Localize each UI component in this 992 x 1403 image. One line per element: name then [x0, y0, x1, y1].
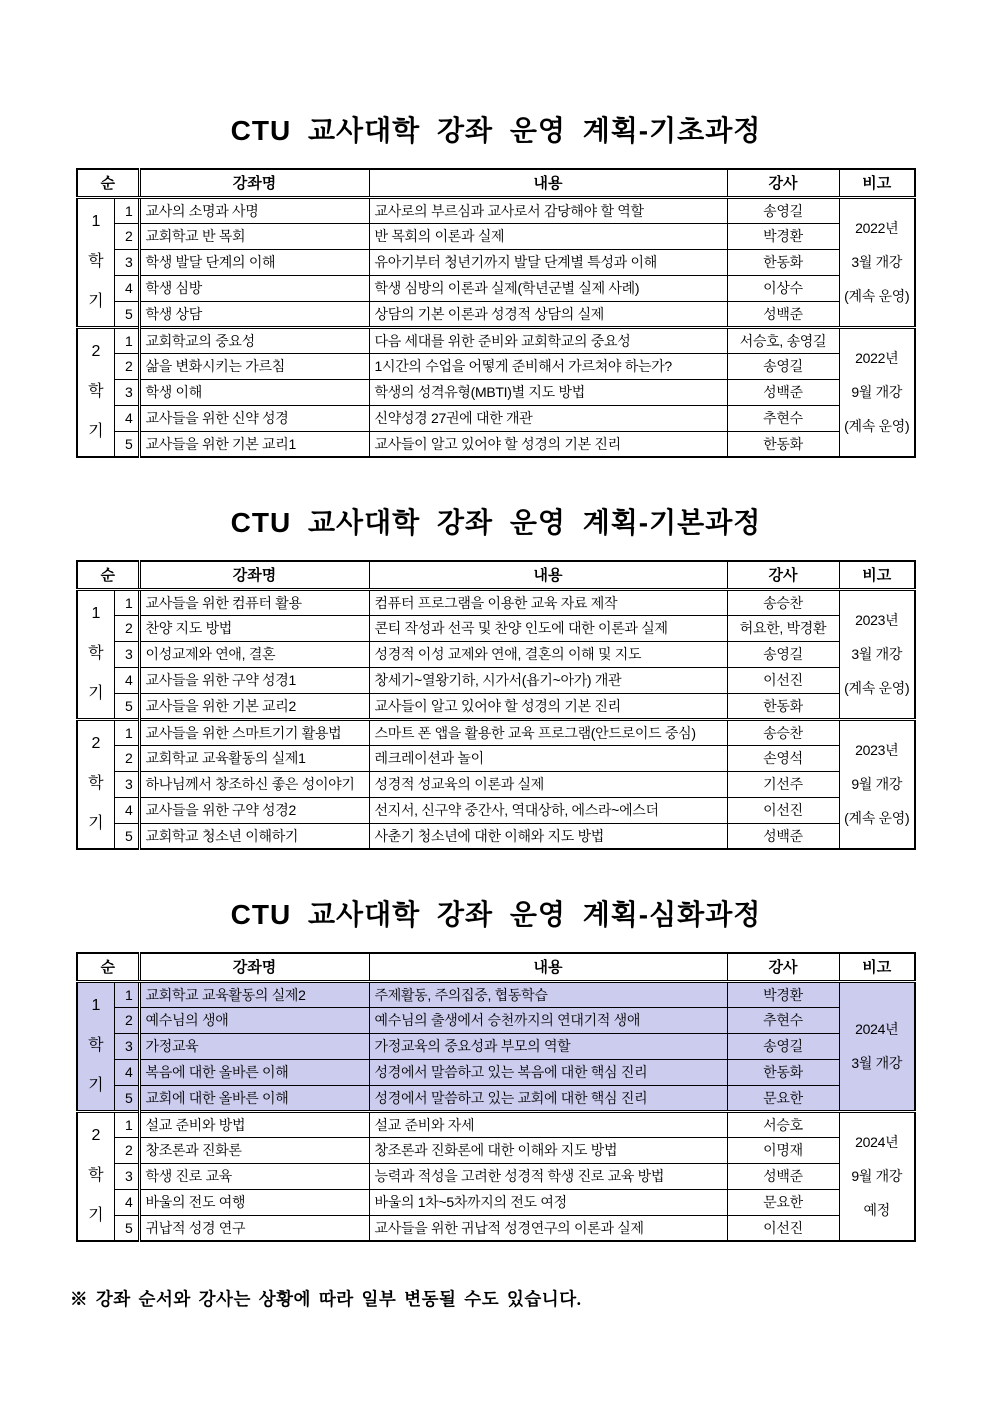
content-cell: 창조론과 진화론에 대한 이해와 지도 방법: [369, 1137, 727, 1163]
note-line: 9월 개강: [851, 776, 903, 793]
order-cell: 2: [114, 615, 139, 641]
instructor-cell: 한동화: [727, 431, 839, 457]
semester-1-note: [839, 197, 915, 327]
course-name-cell: 교사들을 위한 스마트기기 활용법: [139, 719, 369, 745]
instructor-cell: 송영길: [727, 197, 839, 223]
semester-label-char: 학: [88, 1167, 104, 1185]
semester-1-block: [77, 197, 915, 327]
semester-2-note: [839, 327, 915, 457]
header-row: [77, 561, 915, 589]
semester-label-char: 학: [88, 383, 104, 401]
semester-label-char: 기: [88, 815, 104, 833]
order-cell: 3: [114, 379, 139, 405]
note-line: 예정: [863, 1202, 890, 1219]
order-cell: 3: [114, 1163, 139, 1189]
semester-label-char: 1: [91, 213, 101, 230]
semester-label-char: 기: [88, 685, 104, 702]
course-name-cell: 교회에 대한 올바른 이해: [139, 1085, 369, 1111]
content-cell: 선지서, 신구약 중간사, 역대상하, 에스라~에스더: [369, 797, 727, 823]
semester-1-block: [77, 589, 915, 719]
semester-1-note: [839, 981, 915, 1111]
semester-label-char: 학: [88, 775, 104, 793]
course-name-cell: 교회학교 교육활동의 실제2: [139, 981, 369, 1007]
column-header-note: 비고: [839, 953, 915, 981]
semester-label-char: 기: [88, 1207, 104, 1225]
semester-label-char: 기: [88, 293, 104, 310]
course-row: [77, 1033, 915, 1059]
instructor-cell: 한동화: [727, 1059, 839, 1085]
column-header-note: 비고: [839, 561, 915, 589]
course-row: [77, 1189, 915, 1215]
content-cell: 다음 세대를 위한 준비와 교회학교의 중요성: [369, 327, 727, 353]
course-row: [77, 1215, 915, 1241]
instructor-cell: 기선주: [727, 771, 839, 797]
content-cell: 학생의 성격유형(MBTI)별 지도 방법: [369, 379, 727, 405]
instructor-cell: 이선진: [727, 797, 839, 823]
note-line: 2022년: [855, 220, 899, 236]
semester-label-char: 학: [88, 645, 104, 662]
course-row: [77, 275, 915, 301]
note-line: 2024년: [855, 1021, 899, 1037]
course-table-head: [77, 953, 915, 981]
course-name-cell: 학생 심방: [139, 275, 369, 301]
course-section-1: [0, 112, 992, 458]
order-cell: 3: [114, 641, 139, 667]
semester-2-block: [77, 719, 915, 849]
order-cell: 1: [114, 719, 139, 745]
content-cell: 학생 심방의 이론과 실제(학년군별 실제 사례): [369, 275, 727, 301]
column-header-course: 강좌명: [139, 953, 369, 981]
course-name-cell: 학생 이해: [139, 379, 369, 405]
content-cell: 상담의 기본 이론과 성경적 상담의 실제: [369, 301, 727, 327]
course-row: [77, 405, 915, 431]
content-cell: 스마트 폰 앱을 활용한 교육 프로그램(안드로이드 중심): [369, 719, 727, 745]
course-row: [77, 771, 915, 797]
content-cell: 교사들이 알고 있어야 할 성경의 기본 진리: [369, 431, 727, 457]
semester-1-label: [77, 981, 114, 1111]
order-cell: 5: [114, 301, 139, 327]
column-header-note: 비고: [839, 169, 915, 197]
note-line: 2024년: [855, 1134, 899, 1151]
order-cell: 4: [114, 1059, 139, 1085]
order-cell: 2: [114, 745, 139, 771]
header-row: [77, 169, 915, 197]
order-cell: 3: [114, 771, 139, 797]
course-row: [77, 1111, 915, 1137]
course-title-3: CTU 교사대학 강좌 운영 계획-심화과정: [230, 899, 762, 930]
semester-2-note: [839, 1111, 915, 1241]
instructor-cell: 이상수: [727, 275, 839, 301]
content-cell: 교사들을 위한 귀납적 성경연구의 이론과 실제: [369, 1215, 727, 1241]
column-header-order: 순: [77, 953, 139, 981]
content-cell: 창세기~열왕기하, 시가서(욥기~아가) 개관: [369, 667, 727, 693]
course-section-2: [0, 504, 992, 850]
course-name-cell: 하나님께서 창조하신 좋은 성이야기: [139, 771, 369, 797]
semester-label-char: 기: [88, 1077, 104, 1094]
course-row: [77, 353, 915, 379]
course-name-cell: 교회학교 반 목회: [139, 223, 369, 249]
course-row: [77, 327, 915, 353]
course-row: [77, 981, 915, 1007]
instructor-cell: 박경환: [727, 223, 839, 249]
course-tables-root: [0, 112, 992, 1242]
note-line: 2023년: [855, 612, 899, 628]
instructor-cell: 성백준: [727, 823, 839, 849]
note-line: 3월 개강: [851, 1055, 903, 1071]
content-cell: 성경적 이성 교제와 연애, 결혼의 이해 및 지도: [369, 641, 727, 667]
semester-1-note: [839, 589, 915, 719]
course-row: [77, 1137, 915, 1163]
note-line: (계속 운영): [844, 680, 910, 696]
content-cell: 콘티 작성과 선곡 및 찬양 인도에 대한 이론과 실제: [369, 615, 727, 641]
order-cell: 2: [114, 223, 139, 249]
instructor-cell: 성백준: [727, 1163, 839, 1189]
course-name-cell: 교회학교 교육활동의 실제1: [139, 745, 369, 771]
course-name-cell: 예수님의 생애: [139, 1007, 369, 1033]
course-name-cell: 삶을 변화시키는 가르침: [139, 353, 369, 379]
header-row: [77, 953, 915, 981]
course-name-cell: 학생 진로 교육: [139, 1163, 369, 1189]
course-row: [77, 641, 915, 667]
instructor-cell: 서승호, 송영길: [727, 327, 839, 353]
course-name-cell: 교사들을 위한 구약 성경1: [139, 667, 369, 693]
content-cell: 레크레이션과 놀이: [369, 745, 727, 771]
content-cell: 1시간의 수업을 어떻게 준비해서 가르쳐야 하는가?: [369, 353, 727, 379]
content-cell: 컴퓨터 프로그램을 이용한 교육 자료 제작: [369, 589, 727, 615]
content-cell: 설교 준비와 자세: [369, 1111, 727, 1137]
course-row: [77, 1163, 915, 1189]
column-header-course: 강좌명: [139, 561, 369, 589]
instructor-cell: 송승찬: [727, 589, 839, 615]
footnote: ※ 강좌 순서와 강사는 상황에 따라 일부 변동될 수도 있습니다.: [70, 1289, 582, 1309]
course-table-head: [77, 169, 915, 197]
order-cell: 5: [114, 1085, 139, 1111]
order-cell: 5: [114, 693, 139, 719]
semester-label-char: 2: [91, 1127, 101, 1145]
course-name-cell: 이성교제와 연애, 결혼: [139, 641, 369, 667]
order-cell: 4: [114, 1189, 139, 1215]
course-row: [77, 249, 915, 275]
instructor-cell: 허요한, 박경환: [727, 615, 839, 641]
course-name-cell: 교사들을 위한 기본 교리1: [139, 431, 369, 457]
course-row: [77, 379, 915, 405]
order-cell: 4: [114, 797, 139, 823]
course-name-cell: 교사들을 위한 신약 성경: [139, 405, 369, 431]
order-cell: 5: [114, 431, 139, 457]
order-cell: 3: [114, 1033, 139, 1059]
course-row: [77, 197, 915, 223]
course-row: [77, 301, 915, 327]
content-cell: 주제활동, 주의집중, 협동학습: [369, 981, 727, 1007]
order-cell: 3: [114, 249, 139, 275]
course-row: [77, 797, 915, 823]
content-cell: 성경적 성교육의 이론과 실제: [369, 771, 727, 797]
content-cell: 예수님의 출생에서 승천까지의 연대기적 생애: [369, 1007, 727, 1033]
column-header-instructor: 강사: [727, 169, 839, 197]
note-line: (계속 운영): [844, 418, 910, 435]
semester-2-note: [839, 719, 915, 849]
column-header-content: 내용: [369, 561, 727, 589]
course-name-cell: 창조론과 진화론: [139, 1137, 369, 1163]
course-name-cell: 찬양 지도 방법: [139, 615, 369, 641]
instructor-cell: 이선진: [727, 667, 839, 693]
order-cell: 2: [114, 1137, 139, 1163]
course-row: [77, 1085, 915, 1111]
order-cell: 4: [114, 275, 139, 301]
column-header-order: 순: [77, 169, 139, 197]
instructor-cell: 성백준: [727, 379, 839, 405]
course-table-1: [76, 168, 916, 458]
semester-1-label: [77, 589, 114, 719]
semester-2-label: [77, 1111, 114, 1241]
order-cell: 4: [114, 667, 139, 693]
column-header-content: 내용: [369, 169, 727, 197]
content-cell: 가정교육의 중요성과 부모의 역할: [369, 1033, 727, 1059]
course-table-2: [76, 560, 916, 850]
instructor-cell: 문요한: [727, 1085, 839, 1111]
course-name-cell: 바울의 전도 여행: [139, 1189, 369, 1215]
content-cell: 교사로의 부르심과 교사로서 감당해야 할 역할: [369, 197, 727, 223]
course-row: [77, 589, 915, 615]
course-name-cell: 교사들을 위한 컴퓨터 활용: [139, 589, 369, 615]
course-name-cell: 교회학교의 중요성: [139, 327, 369, 353]
semester-label-char: 기: [88, 423, 104, 441]
course-table-3: [76, 952, 916, 1242]
instructor-cell: 송영길: [727, 1033, 839, 1059]
order-cell: 1: [114, 1111, 139, 1137]
note-line: 9월 개강: [851, 1168, 903, 1185]
course-name-cell: 교사들을 위한 기본 교리2: [139, 693, 369, 719]
course-row: [77, 223, 915, 249]
instructor-cell: 손영석: [727, 745, 839, 771]
semester-label-char: 2: [91, 735, 101, 753]
semester-label-char: 학: [88, 253, 104, 270]
course-name-cell: 귀납적 성경 연구: [139, 1215, 369, 1241]
content-cell: 성경에서 말씀하고 있는 교회에 대한 핵심 진리: [369, 1085, 727, 1111]
instructor-cell: 성백준: [727, 301, 839, 327]
course-name-cell: 설교 준비와 방법: [139, 1111, 369, 1137]
content-cell: 바울의 1차~5차까지의 전도 여정: [369, 1189, 727, 1215]
course-row: [77, 1059, 915, 1085]
course-row: [77, 693, 915, 719]
course-name-cell: 가정교육: [139, 1033, 369, 1059]
content-cell: 신약성경 27권에 대한 개관: [369, 405, 727, 431]
semester-2-block: [77, 327, 915, 457]
note-line: 3월 개강: [851, 254, 903, 270]
content-cell: 유아기부터 청년기까지 발달 단계별 특성과 이해: [369, 249, 727, 275]
note-line: (계속 운영): [844, 288, 910, 304]
instructor-cell: 박경환: [727, 981, 839, 1007]
semester-label-char: 1: [91, 997, 101, 1014]
semester-1-label: [77, 197, 114, 327]
semester-label-char: 2: [91, 343, 101, 361]
column-header-order: 순: [77, 561, 139, 589]
semester-label-char: 학: [88, 1037, 104, 1054]
course-row: [77, 667, 915, 693]
semester-1-block: [77, 981, 915, 1111]
content-cell: 반 목회의 이론과 실제: [369, 223, 727, 249]
instructor-cell: 추현수: [727, 405, 839, 431]
course-name-cell: 교회학교 청소년 이해하기: [139, 823, 369, 849]
instructor-cell: 이선진: [727, 1215, 839, 1241]
instructor-cell: 이명재: [727, 1137, 839, 1163]
order-cell: 2: [114, 353, 139, 379]
column-header-instructor: 강사: [727, 561, 839, 589]
instructor-cell: 한동화: [727, 249, 839, 275]
course-name-cell: 학생 상담: [139, 301, 369, 327]
instructor-cell: 송영길: [727, 641, 839, 667]
course-row: [77, 719, 915, 745]
content-cell: 사춘기 청소년에 대한 이해와 지도 방법: [369, 823, 727, 849]
semester-label-char: 1: [91, 605, 101, 622]
column-header-course: 강좌명: [139, 169, 369, 197]
instructor-cell: 한동화: [727, 693, 839, 719]
course-name-cell: 복음에 대한 올바른 이해: [139, 1059, 369, 1085]
course-title-1: CTU 교사대학 강좌 운영 계획-기초과정: [230, 115, 762, 146]
course-table-head: [77, 561, 915, 589]
instructor-cell: 송영길: [727, 353, 839, 379]
course-name-cell: 교사들을 위한 구약 성경2: [139, 797, 369, 823]
order-cell: 4: [114, 405, 139, 431]
course-row: [77, 1007, 915, 1033]
semester-2-label: [77, 719, 114, 849]
note-line: 2023년: [855, 742, 899, 759]
content-cell: 성경에서 말씀하고 있는 복음에 대한 핵심 진리: [369, 1059, 727, 1085]
course-title-2: CTU 교사대학 강좌 운영 계획-기본과정: [230, 507, 762, 538]
course-name-cell: 학생 발달 단계의 이해: [139, 249, 369, 275]
content-cell: 교사들이 알고 있어야 할 성경의 기본 진리: [369, 693, 727, 719]
semester-2-label: [77, 327, 114, 457]
order-cell: 1: [114, 327, 139, 353]
note-line: 2022년: [855, 350, 899, 367]
instructor-cell: 송승찬: [727, 719, 839, 745]
course-row: [77, 745, 915, 771]
course-section-3: [0, 896, 992, 1242]
instructor-cell: 서승호: [727, 1111, 839, 1137]
column-header-content: 내용: [369, 953, 727, 981]
course-row: [77, 431, 915, 457]
content-cell: 능력과 적성을 고려한 성경적 학생 진로 교육 방법: [369, 1163, 727, 1189]
semester-2-block: [77, 1111, 915, 1241]
column-header-instructor: 강사: [727, 953, 839, 981]
course-row: [77, 615, 915, 641]
note-line: 9월 개강: [851, 384, 903, 401]
note-line: (계속 운영): [844, 810, 910, 827]
order-cell: 5: [114, 1215, 139, 1241]
course-row: [77, 823, 915, 849]
note-line: 3월 개강: [851, 646, 903, 662]
order-cell: 1: [114, 197, 139, 223]
order-cell: 1: [114, 589, 139, 615]
instructor-cell: 추현수: [727, 1007, 839, 1033]
order-cell: 2: [114, 1007, 139, 1033]
course-name-cell: 교사의 소명과 사명: [139, 197, 369, 223]
instructor-cell: 문요한: [727, 1189, 839, 1215]
order-cell: 5: [114, 823, 139, 849]
order-cell: 1: [114, 981, 139, 1007]
